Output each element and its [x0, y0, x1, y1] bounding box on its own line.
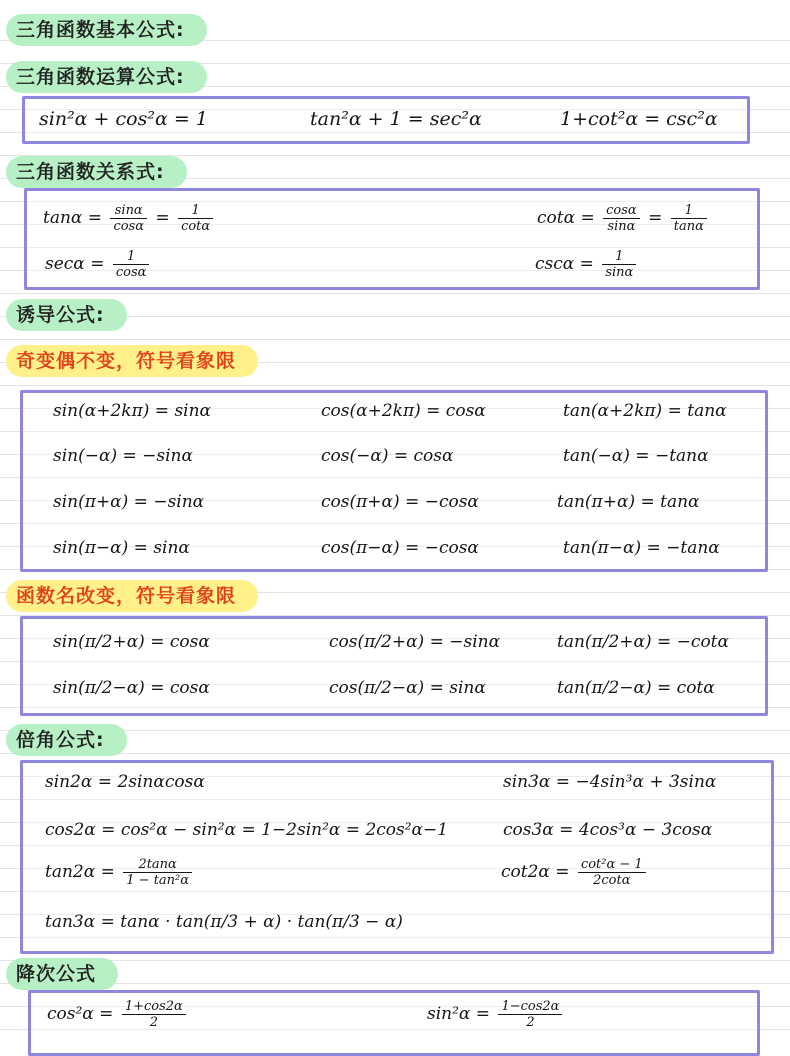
- induction-formula: tan(π/2−α) = cotα: [557, 678, 715, 698]
- induction-formula: tan(π+α) = tanα: [557, 492, 700, 512]
- induction-formula: sin(π−α) = sinα: [53, 538, 190, 558]
- double-angle-box: [20, 760, 774, 954]
- fraction: [603, 203, 640, 234]
- heading-rule-name-change: 函数名改变，符号看象限: [6, 580, 258, 612]
- formula-cot-csc-square: 1+cot²α = csc²α: [560, 108, 718, 130]
- power-reduction-box: [28, 990, 760, 1056]
- induction-formula: sin(α+2kπ) = sinα: [53, 401, 212, 421]
- heading-relations: 三角函数关系式:: [6, 156, 187, 188]
- formula-cot-relation: [537, 203, 710, 234]
- denominator: 2: [526, 1015, 535, 1030]
- fraction: [671, 203, 707, 234]
- relations-box: [24, 188, 760, 290]
- fraction: [122, 999, 186, 1030]
- numerator: 1: [671, 203, 707, 219]
- denominator: tanα: [673, 219, 704, 234]
- heading-induction: 诱导公式:: [6, 299, 127, 331]
- numerator: cosα: [603, 203, 640, 219]
- heading-power-reduction: 降次公式: [6, 958, 118, 990]
- formula-sec-relation: [45, 249, 152, 280]
- sin-square-lhs: sin²α =: [427, 1004, 491, 1024]
- fraction: [578, 857, 646, 888]
- cot-lhs: cotα =: [537, 208, 595, 228]
- formula-cos-square-reduction: [47, 999, 189, 1030]
- induction-box-2: [20, 616, 768, 716]
- induction-formula: sin(π+α) = −sinα: [53, 492, 205, 512]
- induction-formula: cos(π/2+α) = −sinα: [329, 632, 501, 652]
- heading-rule-odd-even: 奇变偶不变，符号看象限: [6, 345, 258, 377]
- formula-sin2: sin2α = 2sinαcosα: [45, 772, 205, 792]
- equals: =: [155, 208, 170, 228]
- induction-formula: tan(π/2+α) = −cotα: [557, 632, 729, 652]
- induction-box-1: [20, 390, 768, 572]
- induction-formula: cos(−α) = cosα: [321, 446, 454, 466]
- induction-formula: tan(α+2kπ) = tanα: [563, 401, 727, 421]
- denominator: 1 − tan²α: [126, 873, 190, 888]
- numerator: 1: [113, 249, 150, 265]
- denominator: 2cotα: [593, 873, 631, 888]
- denominator: cosα: [115, 265, 147, 280]
- heading-double-angle: 倍角公式:: [6, 724, 127, 756]
- numerator: 1: [602, 249, 636, 265]
- heading-basic-formulas: 三角函数基本公式:: [6, 14, 207, 46]
- induction-formula: tan(−α) = −tanα: [563, 446, 709, 466]
- induction-formula: sin(−α) = −sinα: [53, 446, 193, 466]
- numerator: sinα: [110, 203, 147, 219]
- denominator: sinα: [605, 265, 634, 280]
- csc-lhs: cscα =: [535, 254, 594, 274]
- formula-tan-relation: [43, 203, 216, 234]
- formula-cos2: cos2α = cos²α − sin²α = 1−2sin²α = 2cos²α−1: [45, 820, 449, 840]
- fraction: [602, 249, 636, 280]
- induction-formula: cos(α+2kπ) = cosα: [321, 401, 486, 421]
- denominator: sinα: [607, 219, 636, 234]
- denominator: cosα: [113, 219, 145, 234]
- numerator: 2tanα: [123, 857, 192, 873]
- induction-formula: cos(π+α) = −cosα: [321, 492, 479, 512]
- cot2-lhs: cot2α =: [501, 862, 570, 882]
- formula-sin-square-reduction: [427, 999, 565, 1030]
- fraction: [123, 857, 192, 888]
- induction-formula: cos(π−α) = −cosα: [321, 538, 479, 558]
- formula-tan-sec-square: tan²α + 1 = sec²α: [310, 108, 482, 130]
- tan2-lhs: tan2α =: [45, 862, 115, 882]
- cos-square-lhs: cos²α =: [47, 1004, 114, 1024]
- numerator: cot²α − 1: [578, 857, 646, 873]
- induction-formula: sin(π/2−α) = cosα: [53, 678, 210, 698]
- formula-cos3: cos3α = 4cos³α − 3cosα: [503, 820, 713, 840]
- formula-tan3: tan3α = tanα · tan(π/3 + α) · tan(π/3 − α): [45, 912, 403, 932]
- denominator: cotα: [181, 219, 211, 234]
- induction-formula: cos(π/2−α) = sinα: [329, 678, 486, 698]
- formula-csc-relation: [535, 249, 639, 280]
- formula-sin-cos-square: sin²α + cos²α = 1: [39, 108, 208, 130]
- sec-lhs: secα =: [45, 254, 105, 274]
- fraction: [113, 249, 150, 280]
- induction-formula: tan(π−α) = −tanα: [563, 538, 720, 558]
- fraction: [110, 203, 147, 234]
- formula-tan2: [45, 857, 195, 888]
- numerator: 1: [178, 203, 213, 219]
- tan-lhs: tanα =: [43, 208, 103, 228]
- heading-operation-formulas: 三角函数运算公式:: [6, 61, 207, 93]
- operation-formulas-box: [22, 96, 750, 144]
- formula-cot2: [501, 857, 649, 888]
- fraction: [178, 203, 213, 234]
- induction-formula: sin(π/2+α) = cosα: [53, 632, 210, 652]
- equals: =: [648, 208, 663, 228]
- fraction: [498, 999, 562, 1030]
- formula-sin3: sin3α = −4sin³α + 3sinα: [503, 772, 717, 792]
- numerator: 1+cos2α: [122, 999, 186, 1015]
- numerator: 1−cos2α: [498, 999, 562, 1015]
- denominator: 2: [149, 1015, 158, 1030]
